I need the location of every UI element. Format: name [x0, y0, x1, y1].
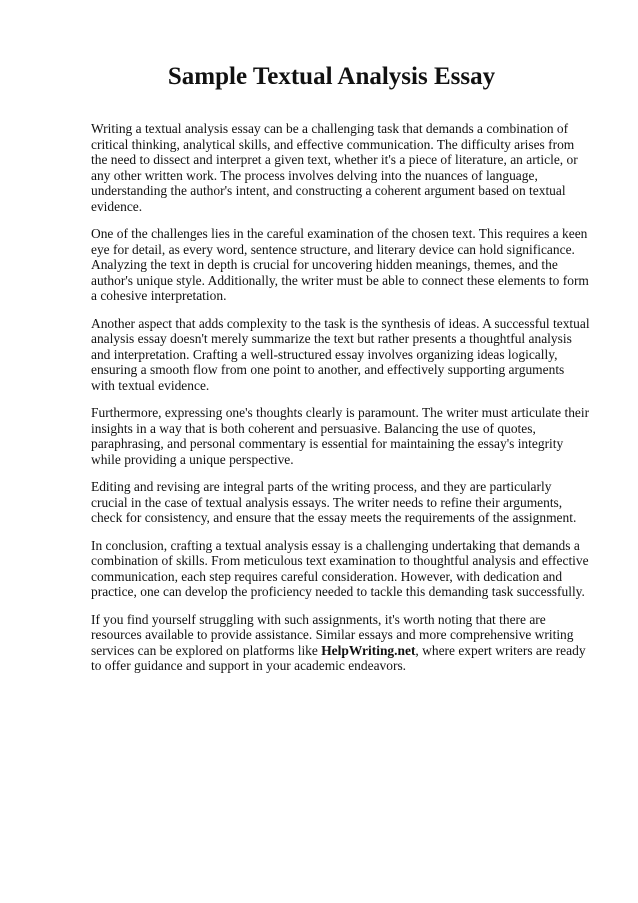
paragraph-editing: Editing and revising are integral parts of the writing process, and they are particularly crucial in the case of textual analysis essays. The writer needs to refine their arguments, check for consistency, and ensure that the essay meets the requirements of the assignment. — [91, 479, 577, 525]
document-title: Sample Textual Analysis Essay — [167, 63, 496, 90]
paragraph-examination: One of the challenges lies in the careful examination of the chosen text. This requires a keen eye for detail, as every word, sentence structure, and literary device can hold significance. Analyzing the text in depth is crucial for uncovering hidden meanings, themes, and the author's unique style. Additionally, the writer must be able to connect these elements to form a cohesive interpretation. — [91, 226, 589, 303]
paragraph-resources — [91, 612, 590, 674]
resources-text-after-link: , where expert writers are ready to offer guidance and support in your academic endeavors. — [91, 642, 586, 673]
paragraph-conclusion: In conclusion, crafting a textual analysis essay is a challenging undertaking that demands a combination of skills. From meticulous text examination to thoughtful analysis and effective communication, each step requires careful consideration. However, with dedication and practice, one can develop the proficiency needed to tackle this demanding task successfully. — [91, 537, 589, 599]
helpwriting-link[interactable]: HelpWriting.net — [321, 642, 416, 658]
paragraph-synthesis: Another aspect that adds complexity to the task is the synthesis of ideas. A successful textual analysis essay doesn't merely summarize the text but rather presents a thoughtful analysis and interpretation. Crafting a well-structured essay involves organizing ideas logically, ensuring a smooth flow from one point to another, and effectively supporting arguments with textual evidence. — [91, 315, 590, 393]
paragraph-expression: Furthermore, expressing one's thoughts clearly is paramount. The writer must articulate their insights in a way that is both coherent and persuasive. Balancing the use of quotes, paraphrasing, and personal commentary is essential for maintaining the essay's integrity while providing a unique perspective. — [91, 405, 590, 467]
paragraph-intro: Writing a textual analysis essay can be a challenging task that demands a combination of critical thinking, analytical skills, and effective communication. The difficulty arises from the need to dissect and interpret a given text, whether it's a piece of literature, an article, or any other written work. The process involves delving into the nuances of language, understanding the author's intent, and constructing a coherent argument based on textual evidence. — [91, 121, 578, 214]
resources-text-before-link: If you find yourself struggling with such assignments, it's worth noting that there are resources available to provide assistance. Similar essays and more comprehensive writing services can be explored on platforms like — [91, 611, 574, 658]
